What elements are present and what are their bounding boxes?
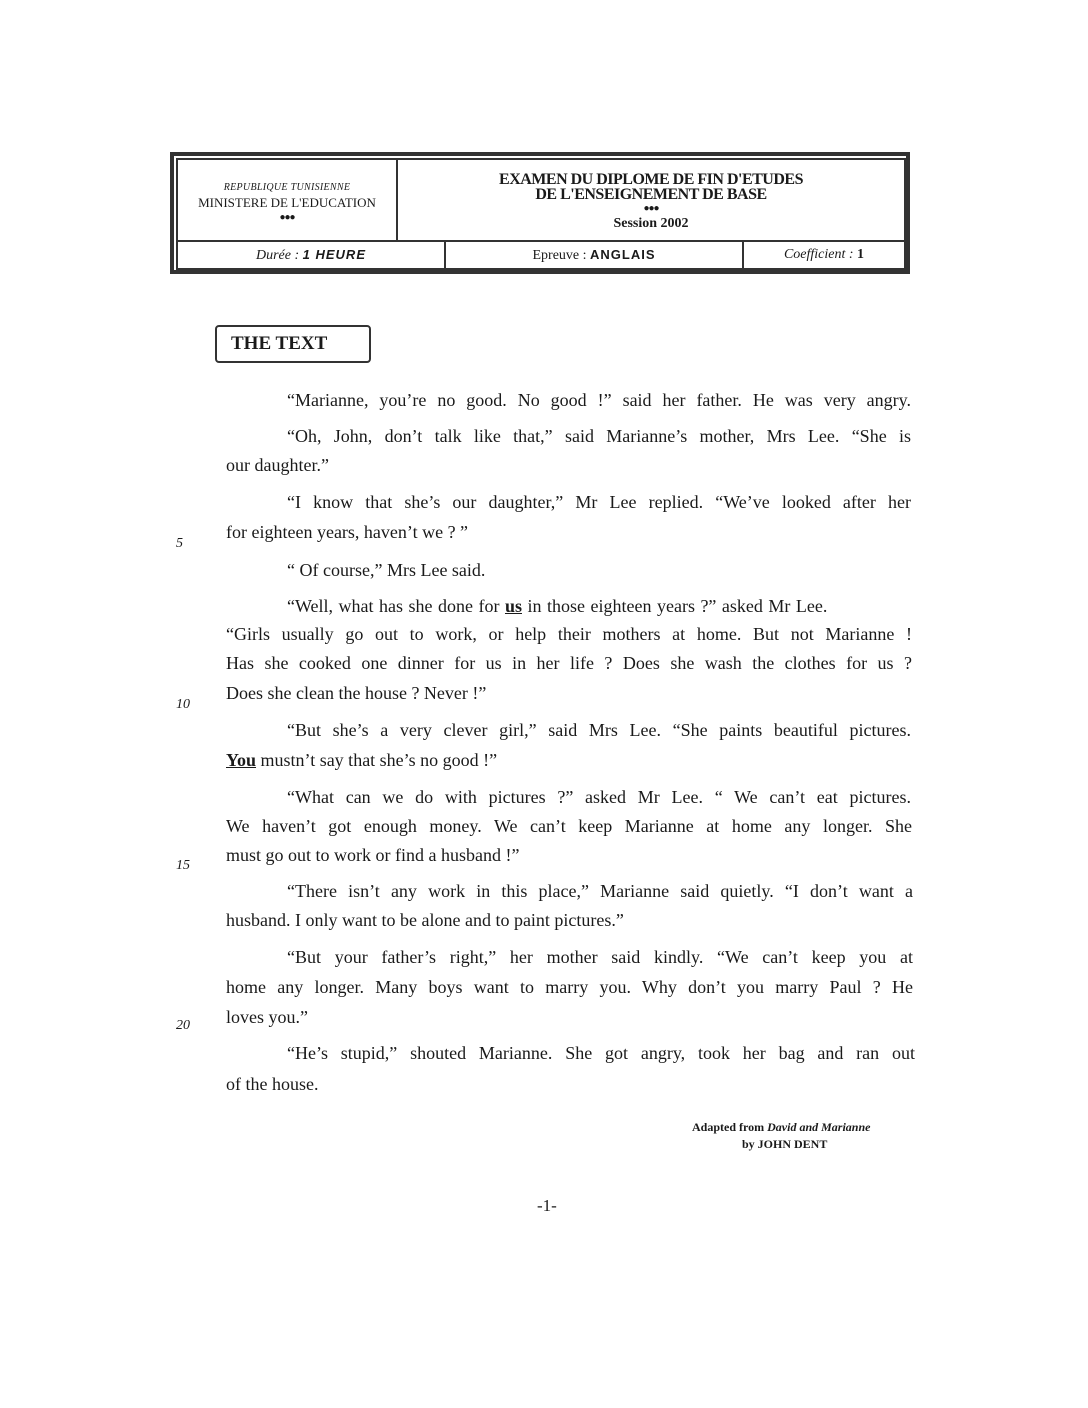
page-number: -1- [537, 1196, 557, 1215]
coefficient-cell [742, 240, 906, 270]
text-line: “But she’s a very clever girl,” said Mrs Lee. “She paints beautiful pictures. [287, 720, 911, 740]
exam-header-table [170, 152, 910, 274]
dots-ornament: ●●● [279, 212, 295, 223]
text-line: “I know that she’s our daughter,” Mr Lee replied. “We’ve looked after her [287, 492, 911, 512]
text-line [226, 750, 497, 771]
text-line: “What can we do with pictures ?” asked Mr Lee. “ We can’t eat pictures. [287, 787, 911, 807]
source-author: by JOHN DENT [742, 1137, 828, 1151]
source-credit [692, 1120, 870, 1135]
text-line: “ Of course,” Mrs Lee said. [287, 560, 486, 580]
ministry-cell [176, 158, 398, 242]
section-title: THE TEXT [215, 325, 371, 363]
text-line: must go out to work or find a husband !” [226, 845, 520, 865]
text-line: for eighteen years, haven’t we ? ” [226, 522, 469, 542]
text-line: Has she cooked one dinner for us in her life ? Does she wash the clothes for us ? [226, 653, 912, 673]
ministry-label: MINISTERE DE L'EDUCATION [198, 195, 376, 210]
text-line: “Girls usually go out to work, or help their mothers at home. But not Marianne ! [226, 624, 912, 644]
duration-label: Durée : [255, 248, 303, 263]
text-line: loves you.” [226, 1007, 308, 1027]
exam-title-2: DE L'ENSEIGNEMENT DE BASE [535, 186, 767, 203]
text-segment: in those eighteen years ?” asked Mr Lee. [527, 596, 828, 616]
line-number: 15 [176, 858, 190, 873]
duration-cell [176, 240, 446, 270]
text-line: We haven’t got enough money. We can’t keep Marianne at home any longer. She [226, 816, 912, 836]
duration-value: 1 HEURE [302, 247, 366, 262]
emphasized-word-us: us [504, 596, 522, 616]
text-line: home any longer. Many boys want to marry you. Why don’t you marry Paul ? He [226, 977, 913, 997]
dots-ornament-2: ●●● [643, 203, 659, 214]
text-line: husband. I only want to be alone and to paint pictures.” [226, 910, 624, 930]
line-number: 5 [176, 536, 183, 551]
text-line: of the house. [226, 1074, 319, 1094]
source-title: David and Marianne [767, 1120, 871, 1134]
session-label: Session 2002 [613, 216, 689, 231]
line-number: 10 [176, 697, 190, 712]
text-line: “Marianne, you’re no good. No good !” said her father. He was very angry. [287, 390, 911, 410]
exam-title-1: EXAMEN DU DIPLOME DE FIN D'ETUDES [499, 171, 803, 188]
subject-label: Epreuve : [532, 248, 591, 263]
subject-value: ANGLAIS [590, 247, 656, 262]
republic-label: REPUBLIQUE TUNISIENNE [223, 182, 351, 193]
exam-title-cell [396, 158, 906, 242]
coefficient-value: 1 [857, 247, 865, 262]
text-segment: “Well, what has she done for [287, 596, 500, 616]
emphasized-word-you: You [226, 750, 257, 770]
text-line: Does she clean the house ? Never !” [226, 683, 487, 703]
subject-cell [444, 240, 744, 270]
adapted-from-label: Adapted from [692, 1120, 768, 1134]
text-segment: mustn’t say that she’s no good !” [260, 750, 498, 770]
text-line: “There isn’t any work in this place,” Marianne said quietly. “I don’t want a [287, 881, 913, 901]
coefficient-label: Coefficient : [783, 247, 858, 262]
text-line: “But your father’s right,” her mother said kindly. “We can’t keep you at [287, 947, 913, 967]
line-number: 20 [176, 1018, 190, 1033]
text-line: our daughter.” [226, 455, 329, 475]
text-line: “He’s stupid,” shouted Marianne. She got angry, took her bag and ran out [287, 1043, 915, 1063]
text-line: “Oh, John, don’t talk like that,” said Marianne’s mother, Mrs Lee. “She is [287, 426, 911, 446]
text-line [287, 596, 827, 617]
